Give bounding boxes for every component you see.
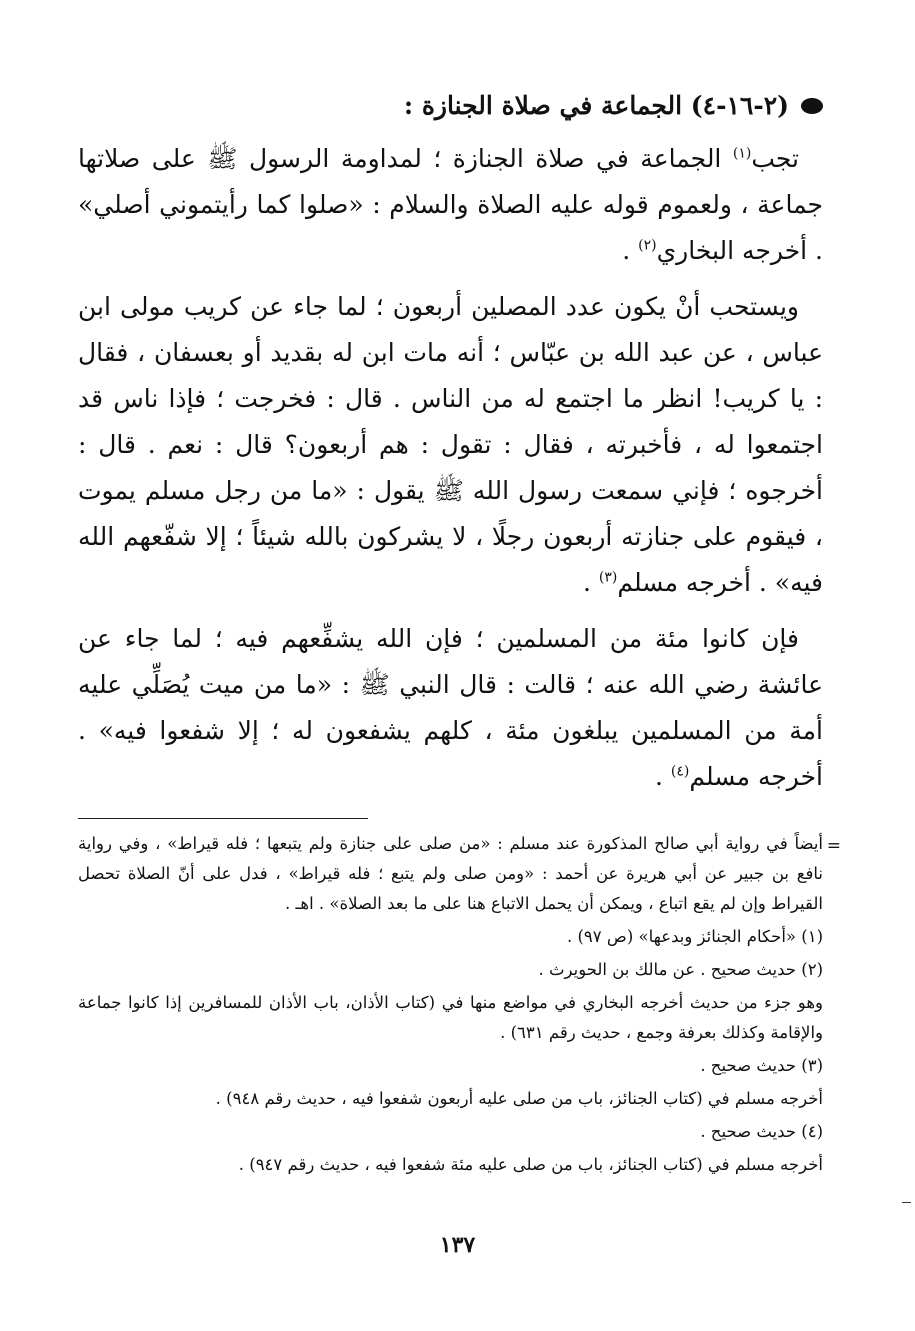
footnote-ref-2: (٢) xyxy=(638,237,657,254)
footnote-1: (١) «أحكام الجنائز وبدعها» (ص ٩٧) . xyxy=(566,927,823,946)
footnote-continuation: = أيضاً في رواية أبي صالح المذكورة عند مسلم : «من صلى على جنازة ولم يتبعها ؛ فله قيراط» ، وفي رواية نافع بن جبير عن أبي هريرة عن أحمد : «ومن صلى ولم يتبع ؛ فله قيراط» ، فدل على أنّ الصلاة تحصل القيراط وإن لم يقع اتباع ، ويمكن أن يحمل الاتباع هنا على ما بعد الصلاة» . اهـ . xyxy=(78,829,823,919)
continuation-mark: = xyxy=(826,836,841,856)
page-body xyxy=(78,78,841,1183)
section-title: (٢-١٦-٤) الجماعة في صلاة الجنازة : xyxy=(403,91,789,120)
paragraph-3: فإن كانوا مئة من المسلمين ؛ فإن الله يشفِّعهم فيه ؛ لما جاء عن عائشة رضي الله عنه ؛ قالت : قال النبي ﷺ : «ما من ميت يُصَلِّي عليه أمة من المسلمين يبلغون مئة ، كلهم يشفعون له ؛ إلا شفعوا فيه» . أخرجه مسلم$^{(٤)}$ . xyxy=(78,624,823,791)
footnote-separator xyxy=(78,810,823,829)
paragraph-1: تجب$^{(١)}$ الجماعة في صلاة الجنازة ؛ لمداومة الرسول ﷺ على صلاتها جماعة ، ولعموم قوله عليه الصلاة والسلام : «صلوا كما رأيتموني أصلي» . أخرجه البخاري$^{(٢)}$ . xyxy=(78,144,823,265)
footnote-ref-4: (٤) xyxy=(670,763,690,780)
footnote-ref-1: (١) xyxy=(732,145,752,162)
footnote-ref-3: (٣) xyxy=(598,569,618,586)
paragraph-2: ويستحب أنْ يكون عدد المصلين أربعون ؛ لما جاء عن كريب مولى ابن عباس ، عن عبد الله بن عبّاس ؛ أنه مات ابن له بقديد أو بعسفان ، فقال : يا كريب! انظر ما اجتمع له من الناس . قال : فخرجت ؛ فإذا ناس قد اجتمعوا له ، فأخبرته ، فقال : تقول : هم أربعون؟ قال : نعم . قال : أخرجوه ؛ فإني سمعت رسول الله ﷺ يقول : «ما من رجل مسلم يموت ، فيقوم على جنازته أربعون رجلًا ، لا يشركون بالله شيئاً ؛ إلا شفّعهم الله فيه» . أخرجه مسلم$^{(٣)}$ . xyxy=(78,292,823,597)
heading-bullet-icon xyxy=(801,98,823,114)
footnote-2-detail: وهو جزء من حديث أخرجه البخاري في مواضع منها في (كتاب الأذان، باب الأذان للمسافرين إذا كانوا جماعة والإقامة وكذلك بعرفة وجمع ، حديث رقم ٦٣١) . xyxy=(78,993,823,1042)
footnote-2: (٢) حديث صحيح . عن مالك بن الحويرث . xyxy=(538,960,823,979)
footnote-4-detail: أخرجه مسلم في (كتاب الجنائز، باب من صلى عليه مئة شفعوا فيه ، حديث رقم ٩٤٧) . xyxy=(238,1155,823,1174)
section-heading xyxy=(78,86,823,126)
edge-mark xyxy=(902,1202,911,1203)
page-number: ١٣٧ xyxy=(439,1232,476,1258)
footnote-3: (٣) حديث صحيح . xyxy=(700,1056,823,1075)
footnote-3-detail: أخرجه مسلم في (كتاب الجنائز، باب من صلى عليه أربعون شفعوا فيه ، حديث رقم ٩٤٨) . xyxy=(215,1089,823,1108)
footnote-4: (٤) حديث صحيح . xyxy=(700,1122,823,1141)
